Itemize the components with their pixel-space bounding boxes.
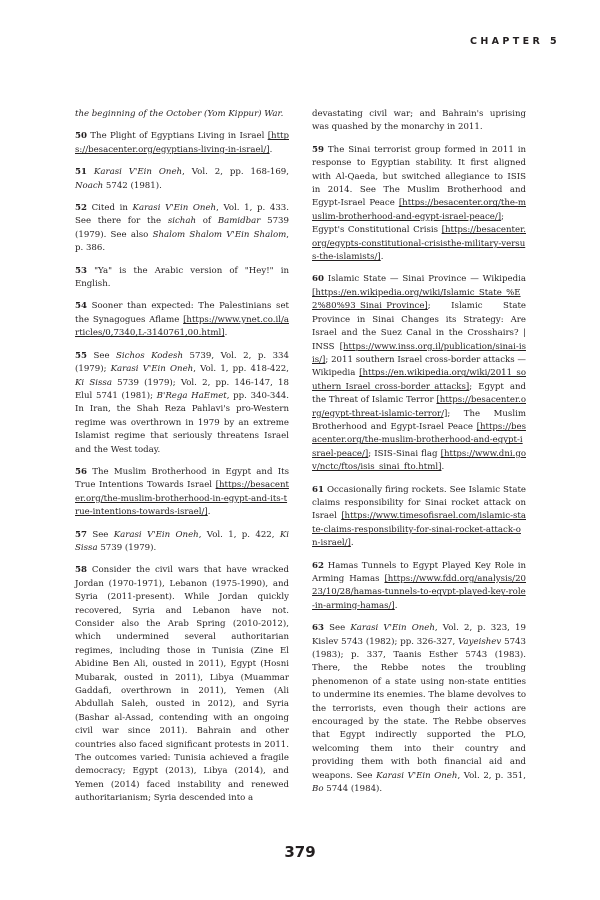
footnote-51 bbox=[75, 166, 289, 193]
footnote-title: Karasi V'Ein Oneh bbox=[376, 770, 458, 781]
footnote-55 bbox=[75, 350, 289, 457]
footnote-link[interactable]: [https://en.wikipedia.org/wiki/Islamic_State_%E2%80%93_Sinai_Province] bbox=[312, 287, 521, 312]
footnote-text: ; 2011 southern Israel cross-border attacks — Wikipedia bbox=[312, 354, 526, 379]
footnote-link[interactable]: [https://en.wikipedia.org/wiki/2011_southern_Israel_cross-border_attacks] bbox=[312, 368, 526, 392]
footnote-title: Sichos Kodesh bbox=[116, 350, 183, 361]
footnote-title: Karasi V'Ein Oneh bbox=[113, 529, 199, 540]
footnote-57 bbox=[75, 529, 289, 556]
footnote-number: 56 bbox=[75, 466, 87, 477]
footnote-text: See bbox=[92, 529, 114, 540]
footnote-text: . bbox=[394, 600, 398, 611]
footnote-text: Cited in bbox=[91, 203, 133, 214]
footnote-number: 51 bbox=[75, 167, 87, 178]
footnote-link[interactable]: [https://www.inss.org.il/publication/sinai-isis/] bbox=[312, 341, 526, 365]
right-column bbox=[312, 108, 526, 806]
footnote-title: B'Rega HaEmet bbox=[156, 390, 227, 401]
footnote-text: ; Egypt's Constitutional Crisis bbox=[312, 211, 505, 236]
footnote-number: 57 bbox=[75, 529, 87, 540]
footnote-text: , Vol. 1, p. 422, bbox=[198, 529, 280, 540]
footnote-title: Bo bbox=[312, 784, 324, 795]
footnote-link[interactable]: [https://www.timesofisrael.com/islamic-state-claims-responsibility-for-sinai-rocket-attack-on-israel/] bbox=[312, 511, 526, 549]
footnote-title: Ki Sissa bbox=[75, 377, 112, 388]
footnote-text: Hamas Tunnels to Egypt Played Key Role in Arming Hamas bbox=[312, 560, 527, 584]
footnote-text: ; The Muslim Brotherhood and Egypt-Israel Peace bbox=[312, 408, 526, 432]
footnote-52 bbox=[75, 202, 289, 256]
footnote-title: Vayeishev bbox=[458, 636, 502, 647]
left-column bbox=[75, 108, 289, 815]
footnote-56 bbox=[75, 466, 289, 520]
footnote-continuation: devastating civil war; and Bahrain's uprising was quashed by the monarchy in 2011. bbox=[312, 109, 526, 133]
footnote-text: 5742 (1981). bbox=[103, 180, 162, 191]
footnote-link[interactable]: [https://besacenter.org/the-muslim-brotherhood-in-egypt-and-its-true-intentions-towards-israel/] bbox=[75, 480, 290, 518]
footnote-link[interactable]: [https://besacenter.org/egypt-threat-islamic-terror/] bbox=[312, 395, 527, 419]
footnote-link[interactable]: [https://besacenter.org/the-muslim-brotherhood-and-egypt-israel-peace/] bbox=[312, 198, 526, 222]
footnote-text: 5744 (1984). bbox=[323, 784, 383, 795]
footnote-text: ; Egypt and the Threat of Islamic Terror bbox=[312, 381, 526, 406]
footnote-number: 58 bbox=[75, 565, 87, 576]
footnote-title: Karasi V'Ein Oneh bbox=[110, 364, 194, 375]
footnote-continuation: the beginning of the October (Yom Kippur) War. bbox=[75, 109, 284, 119]
footnote-50 bbox=[75, 130, 289, 157]
footnote-text: of bbox=[195, 216, 218, 227]
footnote-number: 62 bbox=[312, 560, 324, 571]
footnote-62 bbox=[312, 560, 526, 614]
footnote-number: 59 bbox=[312, 144, 324, 155]
footnote-text: . bbox=[269, 144, 273, 155]
footnote-link[interactable]: [https://besacenter.org/egypts-constitutional-crisisthe-military-versus-the-islamists/] bbox=[312, 225, 526, 263]
footnote-number: 60 bbox=[312, 274, 324, 285]
footnote-53 bbox=[75, 265, 289, 292]
footnote-text: 5739 (1979); Vol. 2, pp. 146-147, 18 Elul 5741 (1981); bbox=[75, 377, 289, 401]
footnote-number: 55 bbox=[75, 350, 87, 361]
footnote-63 bbox=[312, 622, 526, 796]
footnote-text: , Vol. 2, p. 323, 19 Kislev 5743 (1982); pp. 326-327, bbox=[312, 623, 526, 647]
footnote-number: 52 bbox=[75, 203, 87, 214]
footnote-59 bbox=[312, 144, 526, 265]
footnote-text: ; ISIS-Sinai flag bbox=[368, 448, 438, 459]
footnote-text: 5739, Vol. 2, p. 334 (1979); bbox=[75, 350, 289, 375]
footnote-text: . bbox=[380, 252, 384, 263]
footnote-title: sichah bbox=[167, 216, 196, 227]
footnote-text: , p. 386. bbox=[75, 229, 289, 254]
footnote-text: . bbox=[441, 462, 445, 473]
footnote-text: See bbox=[93, 350, 117, 361]
footnote-link[interactable]: [https://www.dni.gov/nctc/ftos/isis_sinai_fto.html] bbox=[312, 448, 527, 473]
footnote-title: Ki Sissa bbox=[75, 529, 290, 553]
footnote-title: Karasi V'Ein Oneh bbox=[132, 203, 217, 214]
footnote-link[interactable]: [https://www.fdd.org/analysis/2023/10/28/hamas-tunnels-to-egypt-played-key-role-in-arming-hamas/] bbox=[312, 574, 527, 611]
footnote-text: Occasionally firing rockets. See Islamic State claims responsibility for Sinai rocket attack on Israel bbox=[312, 484, 527, 522]
footnote-text: 5739 (1979). See also bbox=[75, 216, 289, 240]
footnote-61 bbox=[312, 484, 526, 551]
footnote-number: 53 bbox=[75, 265, 87, 276]
footnote-link[interactable]: [https://besacenter.org/the-muslim-brotherhood-and-egypt-israel-peace/] bbox=[312, 421, 526, 459]
footnote-text: Sooner than expected: The Palestinians set the Synagogues Aflame bbox=[75, 301, 290, 325]
footnote-text: "Ya" is the Arabic version of "Hey!" in English. bbox=[75, 265, 289, 290]
footnote-text: See bbox=[329, 623, 351, 634]
footnote-number: 50 bbox=[75, 131, 87, 142]
footnote-text: The Sinai terrorist group formed in 2011 in response to Egyptian stability. It first aligned with Al-Qaeda, but switched allegiance to ISIS in 2014. See The Muslim Brotherhood and Egypt-Israel Peace bbox=[312, 144, 527, 209]
footnote-number: 54 bbox=[75, 301, 87, 312]
footnote-60 bbox=[312, 273, 526, 474]
footnote-title: Noach bbox=[75, 180, 104, 191]
footnote-text: , Vol. 2, p. 351, bbox=[457, 770, 526, 781]
chapter-header: CHAPTER 5 bbox=[469, 36, 560, 47]
footnote-text: , Vol. 1, p. 433. See there for the bbox=[75, 203, 289, 227]
footnote-text: 5739 (1979). bbox=[97, 542, 157, 553]
footnote-text: 5743 (1983); p. 337, Taanis Esther 5743 (1983). There, the Rebbe notes the troubling phenomenon of a state using non-state entities to undermine its enemies. The blame devolves to the terrorists, even though their actions are encouraged by the state. The Rebbe observes that Egypt indirectly supported the PLO, welcoming them into their country and providing them with both financial aid and weapons. See bbox=[312, 636, 526, 781]
footnote-title: Karasi V'Ein Oneh bbox=[350, 623, 435, 634]
footnote-text: ; Islamic State Province in Sinai Changes its Strategy: Are Israel and the Suez Canal in the Crosshairs? | INSS bbox=[312, 301, 526, 352]
page-number: 379 bbox=[284, 843, 316, 861]
footnote-title: Karasi V'Ein Oneh bbox=[93, 167, 183, 178]
footnote-number: 61 bbox=[312, 484, 324, 495]
footnote-text: , pp. 340-344. In Iran, the Shah Reza Pahlavi's pro-Western regime was overthrown in 1979 by an extreme Islamist regime that seriously threatens Israel and the West today. bbox=[75, 390, 290, 455]
footnote-title: Shalom Shalom V'Ein Shalom bbox=[152, 229, 287, 240]
footnote-number: 63 bbox=[312, 623, 324, 634]
footnote-text: The Muslim Brotherhood in Egypt and Its True Intentions Towards Israel bbox=[75, 466, 289, 491]
footnote-58 bbox=[75, 564, 289, 805]
footnote-link[interactable]: [https://www.ynet.co.il/articles/0,7340,L-3140761,00.html] bbox=[75, 314, 289, 339]
footnote-text: The Plight of Egyptians Living in Israel bbox=[90, 131, 265, 142]
footnote-text: , Vol. 2, pp. 168-169, bbox=[182, 167, 289, 178]
footnote-text: . bbox=[224, 328, 228, 339]
footnote-link[interactable]: [https://besacenter.org/egyptians-living-in-israel/] bbox=[75, 131, 289, 155]
footnote-text: . bbox=[207, 507, 211, 518]
footnote-text: . bbox=[350, 538, 354, 549]
footnote-54 bbox=[75, 300, 289, 340]
footnote-title: Bamidbar bbox=[217, 216, 261, 227]
footnote-text: Islamic State — Sinai Province — Wikipedia bbox=[327, 274, 526, 285]
footnote-text: Consider the civil wars that have wracked Jordan (1970-1971), Lebanon (1975-1990), and Syria (2011-present). While Jordan quickly recovered, Syria and Lebanon have not. Consider also the Arab Spring (2010-2012), which undermined several authoritarian regimes, including those in Tunisia (Zine El Abidine Ben Ali, ousted in 2011), Egypt (Hosni Mubarak, ousted in 2011), Libya (Muammar Gaddafi, overthrown in 2011), Yemen (Ali Abdullah Saleh, ousted in 2012), and Syria (Bashar al-Assad, contending with an ongoing civil war since 2011). Bahrain and other countries also faced significant protests in 2011. The outcomes varied: Tunisia achieved a fragile democracy; Egypt (2013), Libya (2014), and Yemen (2014) faced instability and renewed authoritarianism; Syria descended into a bbox=[75, 565, 289, 804]
footnote-text: , Vol. 1, pp. 418-422, bbox=[193, 364, 289, 375]
